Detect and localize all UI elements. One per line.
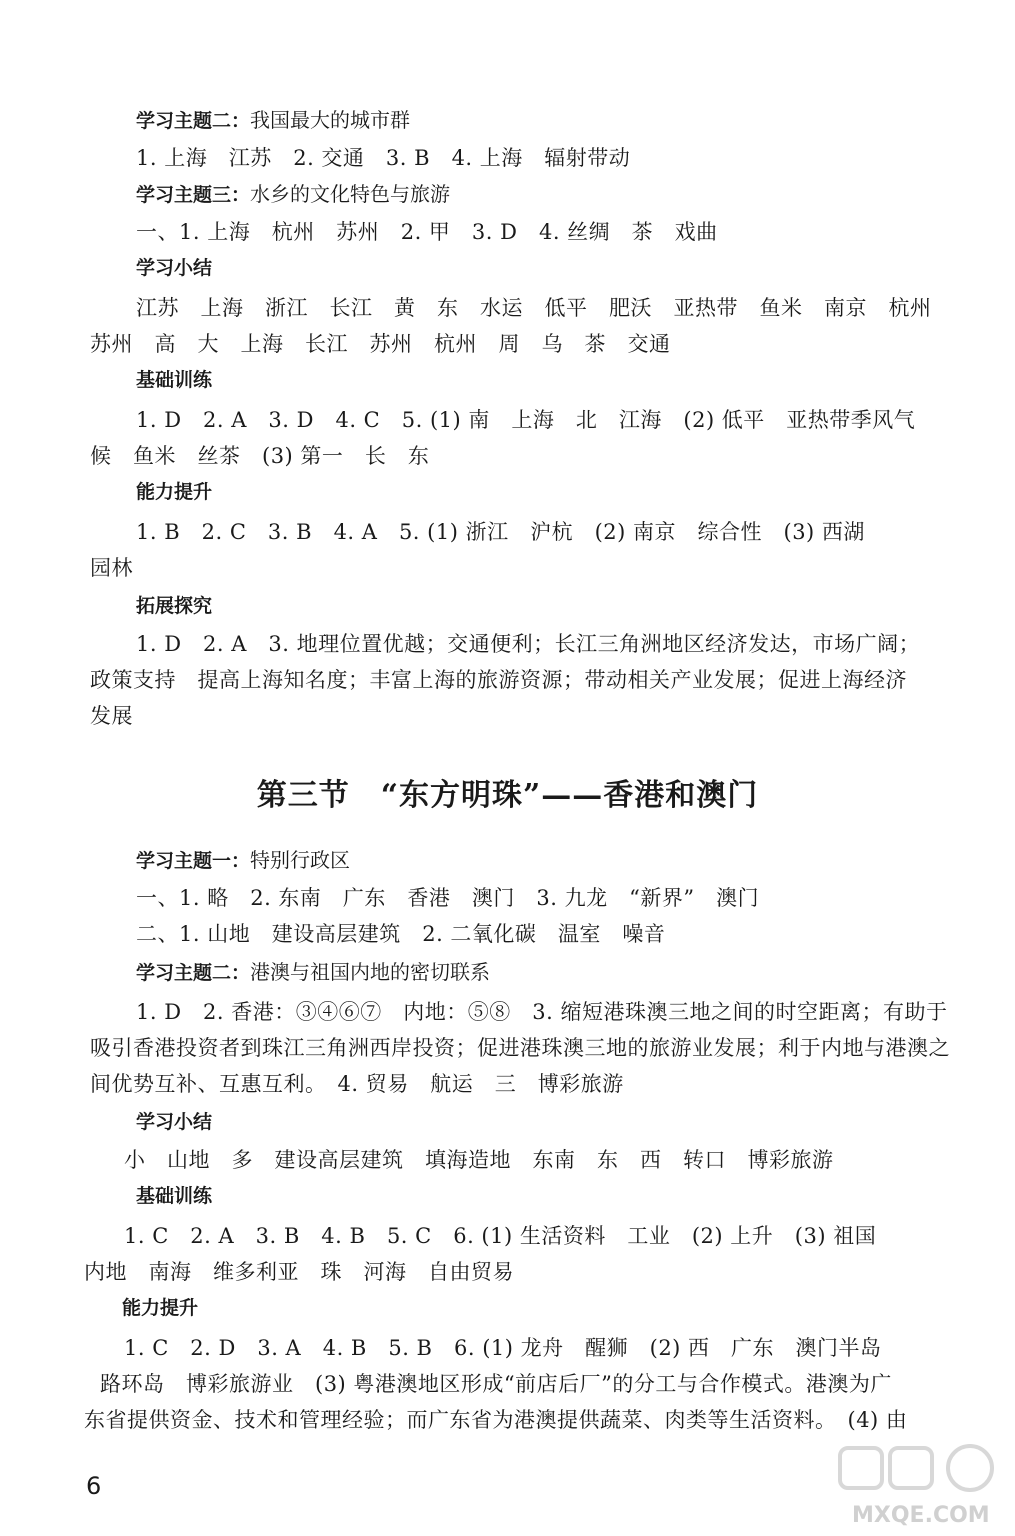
- answer-line: 1. 上海 江苏 2. 交通 3. B 4. 上海 辐射带动: [136, 146, 631, 170]
- answer-line: 一、1. 上海 杭州 苏州 2. 甲 3. D 4. 丝绸 茶 戏曲: [136, 220, 718, 244]
- answer-line: 1. B 2. C 3. B 4. A 5. (1) 浙江 沪杭 (2) 南京 综合性 (3) 西湖: [136, 520, 865, 544]
- basic-training-heading: 基础训练: [136, 1185, 213, 1207]
- answer-line: 小 山地 多 建设高层建筑 填海造地 东南 东 西 转口 博彩旅游: [124, 1148, 834, 1172]
- answer-line: 内地 南海 维多利亚 珠 河海 自由贸易: [84, 1260, 514, 1284]
- answer-line: 1. D 2. 香港：③④⑥⑦ 内地：⑤⑧ 3. 缩短港珠澳三地之间的时空距离；有助于: [136, 1000, 948, 1024]
- watermark-logo: [830, 1440, 1010, 1530]
- extension-heading: 拓展探究: [136, 595, 213, 617]
- answer-line: 吸引香港投资者到珠江三角洲西岸投资；促进港珠澳三地的旅游业发展；利于内地与港澳之: [90, 1036, 950, 1060]
- answer-line: 园林: [90, 556, 133, 580]
- answer-line: 发展: [90, 704, 133, 728]
- topic-heading: 学习主题三：水乡的文化特色与旅游: [136, 182, 451, 206]
- answer-line: 1. D 2. A 3. D 4. C 5. (1) 南 上海 北 江海 (2) 低平 亚热带季风气: [136, 408, 916, 432]
- section-title: 第三节 “东方明珠”——香港和澳门: [256, 778, 759, 813]
- answer-line: 东省提供资金、技术和管理经验；而广东省为港澳提供蔬菜、肉类等生活资料。 (4) 由: [84, 1408, 908, 1432]
- answer-line: 二、1. 山地 建设高层建筑 2. 二氧化碳 温室 噪音: [136, 922, 666, 946]
- answer-line: 江苏 上海 浙江 长江 黄 东 水运 低平 肥沃 亚热带 鱼米 南京 杭州: [136, 296, 932, 320]
- answer-line: 一、1. 略 2. 东南 广东 香港 澳门 3. 九龙 “新界” 澳门: [136, 886, 760, 910]
- ability-heading: 能力提升: [136, 481, 213, 503]
- answer-line: 候 鱼米 丝茶 (3) 第一 长 东: [90, 444, 430, 468]
- watermark-text: MXQE.COM: [852, 1503, 990, 1528]
- answer-line: 政策支持 提高上海知名度；丰富上海的旅游资源；带动相关产业发展；促进上海经济: [90, 668, 907, 692]
- answer-line: 苏州 高 大 上海 长江 苏州 杭州 周 乌 茶 交通: [90, 332, 671, 356]
- page-number: 6: [86, 1472, 102, 1500]
- answer-line: 1. C 2. A 3. B 4. B 5. C 6. (1) 生活资料 工业 (2) 上升 (3) 祖国: [124, 1224, 877, 1248]
- answer-line: 间优势互补、互惠互利。 4. 贸易 航运 三 博彩旅游: [90, 1072, 624, 1096]
- answer-line: 1. D 2. A 3. 地理位置优越；交通便利；长江三角洲地区经济发达，市场广阔；: [136, 632, 921, 656]
- answer-line: 1. C 2. D 3. A 4. B 5. B 6. (1) 龙舟 醒狮 (2) 西 广东 澳门半岛: [124, 1336, 882, 1360]
- ability-heading: 能力提升: [122, 1297, 199, 1319]
- topic-heading: 学习主题二：我国最大的城市群: [136, 108, 411, 132]
- topic-heading: 学习主题一：特别行政区: [136, 848, 351, 872]
- summary-heading: 学习小结: [136, 1111, 213, 1133]
- basic-training-heading: 基础训练: [136, 369, 213, 391]
- summary-heading: 学习小结: [136, 257, 213, 279]
- answer-line: 路环岛 博彩旅游业 (3) 粤港澳地区形成“前店后厂”的分工与合作模式。港澳为广: [100, 1372, 892, 1396]
- topic-heading: 学习主题二：港澳与祖国内地的密切联系: [136, 960, 491, 984]
